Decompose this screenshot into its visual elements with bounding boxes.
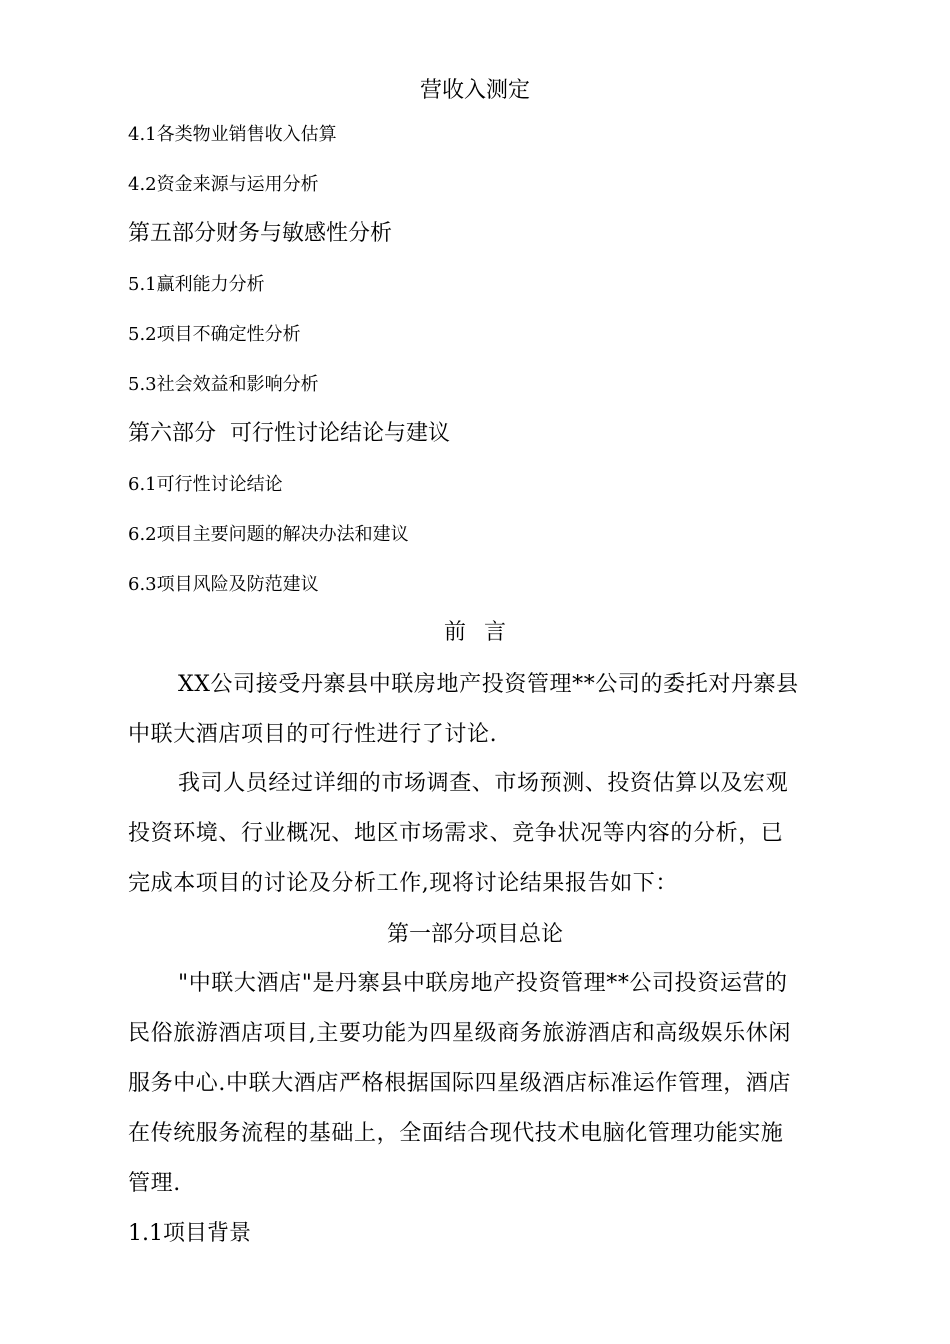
toc-part-5: 第五部分财务与敏感性分析 <box>128 221 393 246</box>
part1-para-line2: 民俗旅游酒店项目,主要功能为四星级商务旅游酒店和高级娱乐休闲 <box>128 1021 791 1046</box>
preface-title-char-1: 前 <box>443 620 466 645</box>
preface-para2-line2: 投资环境、行业概况、地区市场需求、竞争状况等内容的分析，已 <box>128 821 784 846</box>
toc-item-5-3: 5.3社会效益和影响分析 <box>128 374 319 395</box>
toc-item-5-2: 5.2项目不确定性分析 <box>128 324 301 345</box>
toc-part-6: 第六部分 可行性讨论结论与建议 <box>128 421 450 446</box>
preface-para1-line1: XX公司接受丹寨县中联房地产投资管理**公司的委托对丹寨县 <box>178 672 799 697</box>
preface-para2-line3: 完成本项目的讨论及分析工作,现将讨论结果报告如下： <box>128 871 678 896</box>
toc-item-6-1: 6.1可行性讨论结论 <box>128 474 283 495</box>
part1-para-line4: 在传统服务流程的基础上，全面结合现代技术电脑化管理功能实施 <box>128 1121 784 1146</box>
toc-item-5-1: 5.1赢利能力分析 <box>128 274 265 295</box>
preface-para2-line1: 我司人员经过详细的市场调查、市场预测、投资估算以及宏观 <box>178 771 789 796</box>
preface-title-char-2: 言 <box>484 620 507 645</box>
preface-title <box>0 618 950 648</box>
toc-item-4-2: 4.2资金来源与运用分析 <box>128 174 319 195</box>
section-1-1-heading: 1.1项目背景 <box>128 1221 251 1246</box>
toc-item-4-1: 4.1各类物业销售收入估算 <box>128 124 337 145</box>
part1-para-line3: 服务中心.中联大酒店严格根据国际四星级酒店标准运作管理，酒店 <box>128 1071 791 1096</box>
preface-para1-line2: 中联大酒店项目的可行性进行了讨论. <box>128 722 498 747</box>
toc-item-6-3: 6.3项目风险及防范建议 <box>128 574 319 595</box>
part1-para-line5: 管理. <box>128 1171 181 1196</box>
part1-title: 第一部分项目总论 <box>386 922 563 947</box>
toc-item-6-2: 6.2项目主要问题的解决办法和建议 <box>128 524 409 545</box>
toc-continued-title: 营收入测定 <box>419 78 530 103</box>
part1-para-line1: "中联大酒店"是丹寨县中联房地产投资管理**公司投资运营的 <box>178 971 788 996</box>
